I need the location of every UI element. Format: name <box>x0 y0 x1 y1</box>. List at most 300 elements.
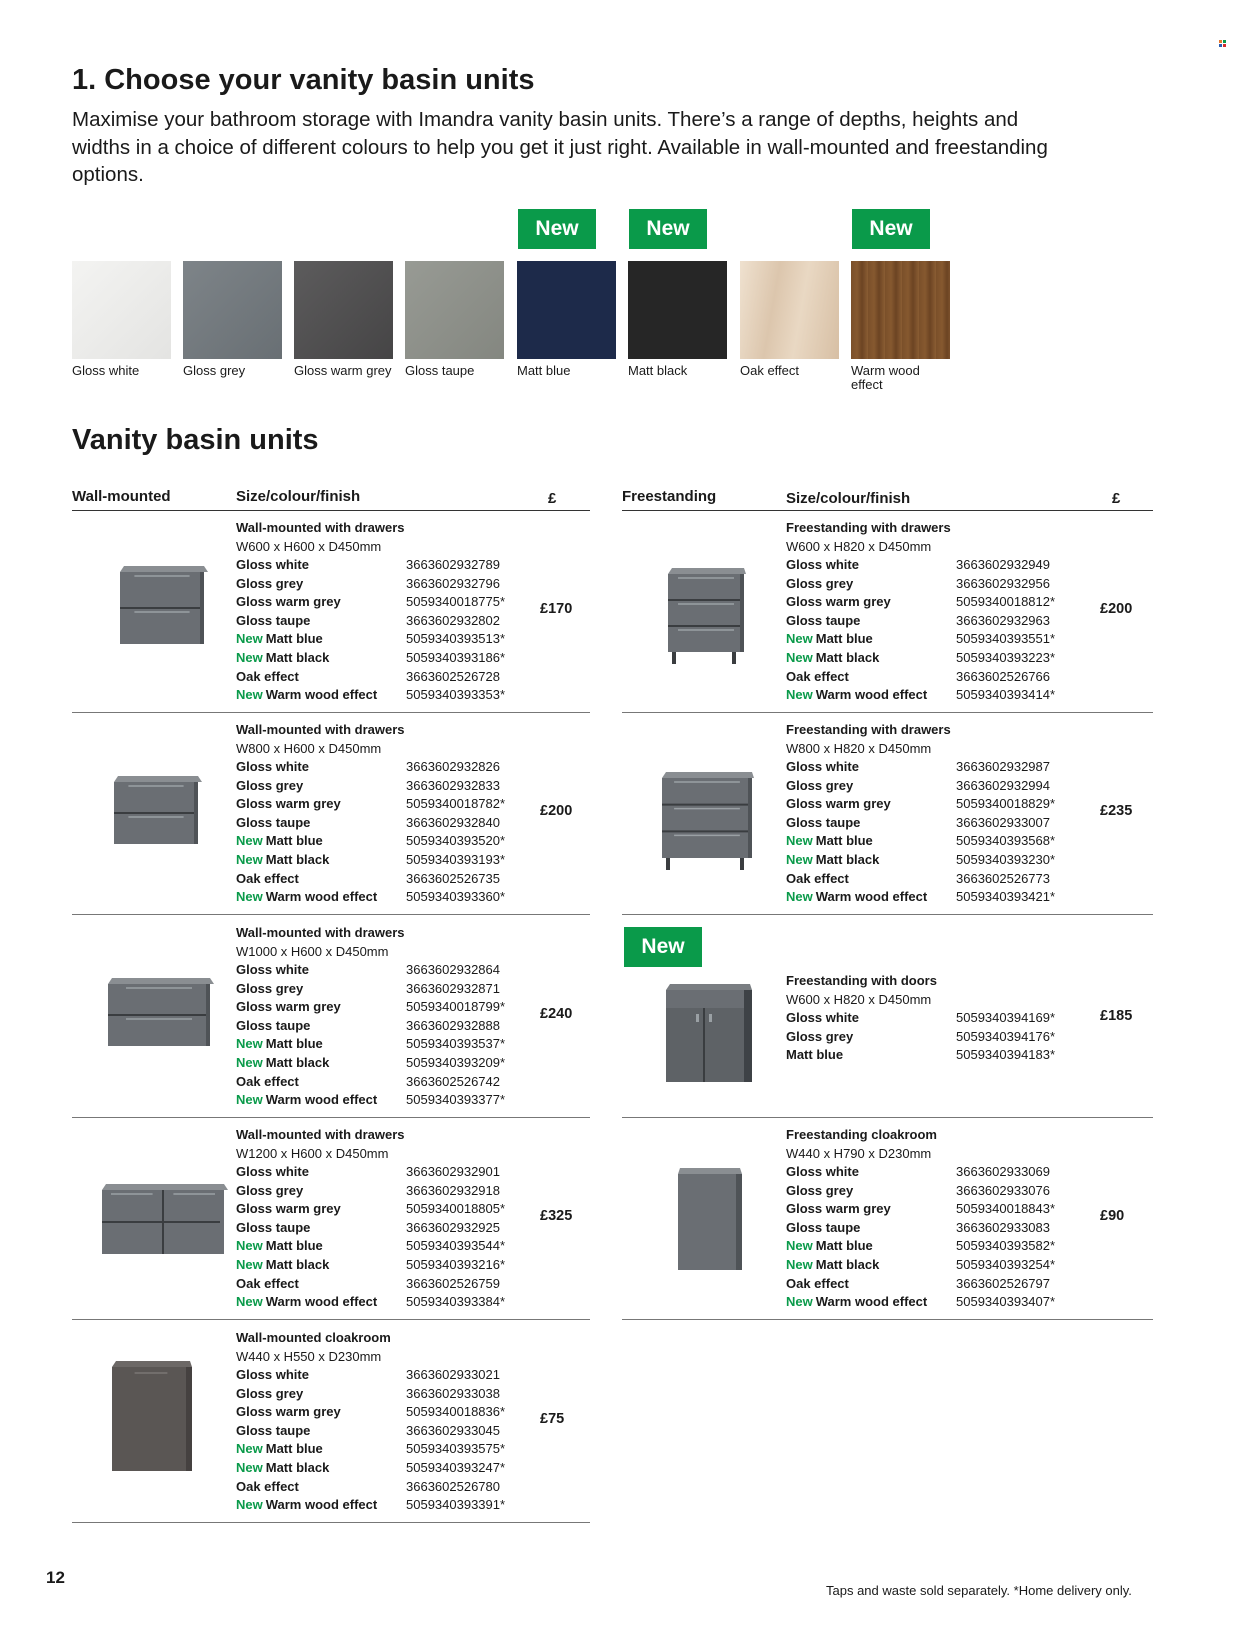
product-code: 5059340393384* <box>406 1294 506 1310</box>
table-row <box>236 1220 556 1238</box>
colour-name: Gloss white <box>236 759 309 774</box>
table-row <box>786 778 1106 796</box>
product-dimensions: W600 x H820 x D450mm <box>786 538 932 554</box>
product-code: 5059340393537* <box>406 1036 506 1052</box>
new-tag: New <box>236 852 263 867</box>
new-badge: New <box>518 209 596 249</box>
colour-name: Gloss white <box>236 1164 309 1179</box>
table-row <box>236 613 556 631</box>
new-tag: New <box>786 1294 813 1310</box>
colour-name: Gloss taupe <box>236 814 311 830</box>
colour-cell <box>786 669 849 684</box>
colour-name: Gloss warm grey <box>236 796 341 812</box>
corner-mark-icon <box>1219 34 1226 41</box>
product-code: 3663602932840 <box>406 814 500 830</box>
colour-cell <box>786 871 849 886</box>
product-title: Wall-mounted with drawers <box>236 722 405 737</box>
product-dimensions: W440 x H550 x D230mm <box>236 1348 382 1364</box>
colour-cell <box>786 1276 849 1291</box>
colour-cell <box>786 759 859 774</box>
free-currency-heading: £ <box>1112 490 1121 507</box>
product-code: 3663602526766 <box>956 668 1050 684</box>
product-code: 3663602932918 <box>406 1182 500 1198</box>
product-code: 3663602932826 <box>406 759 500 774</box>
colour-name: Matt black <box>815 650 880 665</box>
colour-name: Gloss taupe <box>786 612 861 628</box>
colour-name: Matt black <box>815 1257 880 1272</box>
product-code: 5059340393582* <box>956 1238 1056 1254</box>
colour-name: Matt blue <box>815 1238 873 1254</box>
vanity-unit-image <box>660 768 754 875</box>
product-code: 3663602526735 <box>406 870 500 886</box>
colour-cell <box>236 1074 299 1089</box>
new-tag: New <box>236 687 263 703</box>
table-row <box>236 576 556 594</box>
new-tag: New <box>236 1497 263 1513</box>
new-tag: New <box>236 631 263 647</box>
colour-cell <box>786 852 879 867</box>
table-row <box>236 889 556 907</box>
table-row <box>236 796 556 814</box>
product-title: Wall-mounted with drawers <box>236 1127 405 1142</box>
new-tag: New <box>786 833 813 849</box>
new-tag: New <box>786 889 813 905</box>
row-divider <box>72 1319 590 1320</box>
product-code: 3663602932871 <box>406 980 500 996</box>
product-code: 3663602933076 <box>956 1182 1050 1198</box>
colour-cell <box>786 1047 843 1062</box>
product-code: 3663602526728 <box>406 668 500 684</box>
new-tag: New <box>786 1257 813 1272</box>
product-code: 3663602526773 <box>956 870 1050 886</box>
product-code: 5059340393353* <box>406 687 506 703</box>
colour-cell <box>786 1238 873 1253</box>
footnote: Taps and waste sold separately. *Home delivery only. <box>826 1583 1132 1598</box>
colour-name: Gloss taupe <box>786 814 861 830</box>
colour-name: Warm wood effect <box>815 889 928 905</box>
colour-swatch <box>294 261 393 359</box>
new-tag: New <box>236 1092 263 1108</box>
table-row <box>786 1010 1106 1028</box>
row-divider <box>72 914 590 915</box>
product-code: 3663602526742 <box>406 1073 500 1089</box>
swatch-label: Warm wood effect <box>851 363 920 392</box>
colour-cell <box>786 1029 853 1044</box>
product-price: £90 <box>1100 1208 1125 1224</box>
product-code: 5059340393216* <box>406 1257 506 1272</box>
colour-name: Gloss grey <box>786 1182 854 1198</box>
swatch-label: Gloss taupe <box>405 363 475 378</box>
colour-cell <box>236 759 309 774</box>
colour-swatch <box>72 261 171 359</box>
product-code: 5059340393407* <box>956 1294 1056 1310</box>
colour-cell <box>236 778 303 793</box>
table-row <box>236 631 556 649</box>
table-row <box>786 852 1106 870</box>
table-row <box>786 1183 1106 1201</box>
table-row <box>236 1092 556 1110</box>
swatch-label: Matt blue <box>517 363 571 378</box>
table-row <box>786 815 1106 833</box>
colour-name: Gloss taupe <box>236 1422 311 1438</box>
product-code: 3663602932796 <box>406 575 500 591</box>
colour-name: Oak effect <box>236 1478 299 1494</box>
colour-cell <box>236 1164 309 1179</box>
product-price: £75 <box>540 1411 565 1427</box>
product-code: 3663602932833 <box>406 777 500 793</box>
product-code: 5059340018836* <box>406 1404 506 1420</box>
table-row <box>236 815 556 833</box>
swatch-label: Gloss warm grey <box>294 363 392 378</box>
colour-name: Gloss warm grey <box>236 1201 341 1217</box>
colour-name: Gloss white <box>236 1367 309 1382</box>
colour-name: Gloss white <box>236 962 309 977</box>
colour-cell <box>236 871 299 886</box>
product-code: 5059340018782* <box>406 796 506 812</box>
row-divider <box>622 1319 1153 1320</box>
product-dimensions: W600 x H820 x D450mm <box>786 991 932 1007</box>
table-row <box>236 1164 556 1182</box>
colour-cell <box>236 1276 299 1291</box>
product-code: 3663602932956 <box>956 575 1050 591</box>
product-code: 5059340393209* <box>406 1055 506 1070</box>
colour-cell <box>236 1183 303 1198</box>
table-row <box>786 650 1106 668</box>
colour-cell <box>236 1238 323 1253</box>
colour-cell <box>236 1018 310 1033</box>
table-row <box>786 669 1106 687</box>
product-code: 5059340393377* <box>406 1092 506 1108</box>
row-divider <box>622 712 1153 713</box>
product-code: 5059340018775* <box>406 594 506 610</box>
table-row <box>786 1220 1106 1238</box>
colour-name: Matt blue <box>265 1441 323 1457</box>
product-code: 5059340018843* <box>956 1201 1056 1217</box>
product-code: 3663602933069 <box>956 1164 1050 1179</box>
colour-cell <box>236 1479 299 1494</box>
colour-cell <box>786 1257 879 1272</box>
product-code: 5059340393414* <box>956 687 1056 703</box>
colour-name: Gloss warm grey <box>236 1404 341 1420</box>
product-code: 3663602933007 <box>956 814 1050 830</box>
product-code: 3663602526797 <box>956 1275 1050 1291</box>
colour-cell <box>786 1294 927 1309</box>
colour-name: Gloss taupe <box>786 1219 861 1235</box>
row-divider <box>622 914 1153 915</box>
product-price: £325 <box>540 1208 573 1224</box>
product-code: 5059340393421* <box>956 889 1056 905</box>
colour-cell <box>236 1201 341 1216</box>
table-row <box>786 594 1106 612</box>
colour-cell <box>786 613 860 628</box>
colour-name: Gloss warm grey <box>786 594 891 610</box>
product-title: Wall-mounted cloakroom <box>236 1330 391 1345</box>
table-row <box>236 1404 556 1422</box>
table-row <box>236 1055 556 1073</box>
product-code: 5059340393568* <box>956 833 1056 849</box>
colour-cell <box>236 576 303 591</box>
colour-name: Warm wood effect <box>815 1294 928 1310</box>
colour-cell <box>236 889 377 904</box>
colour-name: Oak effect <box>236 870 299 886</box>
colour-name: Gloss white <box>786 1164 859 1179</box>
colour-cell <box>236 631 323 646</box>
table-row <box>236 871 556 889</box>
colour-cell <box>236 594 341 609</box>
product-code: 5059340393391* <box>406 1497 506 1513</box>
table-row <box>236 999 556 1017</box>
row-divider <box>622 1117 1153 1118</box>
product-code: 5059340393551* <box>956 631 1056 647</box>
product-code: 5059340393544* <box>406 1238 506 1254</box>
product-price: £185 <box>1100 1008 1133 1024</box>
product-code: 3663602933038 <box>406 1385 500 1401</box>
vanity-unit-image <box>98 1178 228 1265</box>
colour-cell <box>786 687 927 702</box>
swatch-label: Oak effect <box>740 363 800 378</box>
product-code: 3663602933083 <box>956 1219 1050 1235</box>
colour-name: Gloss taupe <box>236 1219 311 1235</box>
vanity-unit-image <box>676 1164 742 1279</box>
product-code: 5059340393223* <box>956 650 1056 665</box>
new-tag: New <box>236 1441 263 1457</box>
colour-name: Oak effect <box>236 1275 299 1291</box>
wall-column-heading: Wall-mounted <box>72 488 171 505</box>
table-row <box>786 759 1106 777</box>
product-title: Freestanding with drawers <box>786 722 951 737</box>
table-row <box>236 962 556 980</box>
colour-name: Matt blue <box>265 631 323 647</box>
product-dimensions: W1000 x H600 x D450mm <box>236 943 389 959</box>
colour-name: Oak effect <box>236 1073 299 1089</box>
table-row <box>236 557 556 575</box>
product-code: 3663602933045 <box>406 1422 500 1438</box>
table-row <box>786 1164 1106 1182</box>
colour-cell <box>786 1164 859 1179</box>
colour-name: Oak effect <box>786 1275 849 1291</box>
colour-swatch <box>405 261 504 359</box>
table-row <box>786 871 1106 889</box>
free-size-heading: Size/colour/finish <box>786 490 911 507</box>
product-code: 3663602932994 <box>956 777 1050 793</box>
colour-cell <box>236 669 299 684</box>
product-code: 5059340018829* <box>956 796 1056 812</box>
free-column-heading: Freestanding <box>622 488 717 505</box>
product-code: 5059340393254* <box>956 1257 1056 1272</box>
colour-name: Matt black <box>265 1460 330 1475</box>
colour-name: Gloss warm grey <box>786 796 891 812</box>
new-badge: New <box>624 927 702 967</box>
product-code: 3663602526780 <box>406 1478 500 1494</box>
colour-name: Warm wood effect <box>265 889 378 905</box>
colour-cell <box>236 999 341 1014</box>
product-price: £170 <box>540 601 573 617</box>
new-tag: New <box>236 650 263 665</box>
swatch-label: Matt black <box>628 363 688 378</box>
table-row <box>236 594 556 612</box>
table-row <box>236 1479 556 1497</box>
colour-cell <box>786 557 859 572</box>
product-code: 5059340394176* <box>956 1028 1056 1044</box>
product-code: 3663602932864 <box>406 962 500 977</box>
colour-name: Gloss white <box>786 759 859 774</box>
colour-cell <box>786 778 853 793</box>
vanity-unit-image <box>104 972 214 1057</box>
product-code: 3663602932901 <box>406 1164 500 1179</box>
table-row <box>236 650 556 668</box>
table-row <box>236 1367 556 1385</box>
product-dimensions: W800 x H820 x D450mm <box>786 740 932 756</box>
colour-cell <box>236 1055 329 1070</box>
colour-cell <box>786 815 860 830</box>
colour-name: Gloss grey <box>786 1028 854 1044</box>
new-tag: New <box>236 1055 263 1070</box>
product-title: Freestanding with doors <box>786 973 937 988</box>
new-tag: New <box>786 1238 813 1254</box>
colour-cell <box>236 1441 323 1456</box>
colour-cell <box>236 650 329 665</box>
table-row <box>236 1497 556 1515</box>
new-tag: New <box>236 1036 263 1052</box>
product-code: 3663602932789 <box>406 557 500 572</box>
colour-name: Gloss grey <box>236 1385 304 1401</box>
swatch-label: Gloss white <box>72 363 140 378</box>
table-row <box>236 1294 556 1312</box>
colour-name: Gloss grey <box>786 777 854 793</box>
product-title: Wall-mounted with drawers <box>236 520 405 535</box>
product-code: 5059340393193* <box>406 852 506 867</box>
new-tag: New <box>786 650 813 665</box>
colour-name: Oak effect <box>236 668 299 684</box>
colour-name: Matt blue <box>265 833 323 849</box>
colour-cell <box>236 1220 310 1235</box>
new-tag: New <box>786 631 813 647</box>
colour-cell <box>236 1294 377 1309</box>
vanity-unit-image <box>664 980 752 1095</box>
colour-cell <box>236 1460 329 1475</box>
product-code: 5059340393360* <box>406 889 506 905</box>
table-row <box>236 1018 556 1036</box>
colour-name: Matt black <box>815 852 880 867</box>
colour-name: Gloss warm grey <box>236 999 341 1015</box>
colour-cell <box>236 1036 323 1051</box>
product-dimensions: W440 x H790 x D230mm <box>786 1145 932 1161</box>
product-code: 5059340018799* <box>406 999 506 1015</box>
swatch-label: Gloss grey <box>183 363 246 378</box>
colour-name: Warm wood effect <box>265 1092 378 1108</box>
colour-cell <box>236 981 303 996</box>
product-code: 5059340393247* <box>406 1460 506 1475</box>
colour-name: Gloss grey <box>236 1182 304 1198</box>
colour-cell <box>786 796 891 811</box>
product-dimensions: W1200 x H600 x D450mm <box>236 1145 389 1161</box>
page-number: 12 <box>46 1568 65 1587</box>
product-code: 5059340393230* <box>956 852 1056 867</box>
colour-swatch <box>740 261 839 359</box>
colour-name: Warm wood effect <box>265 1294 378 1310</box>
table-row <box>786 889 1106 907</box>
colour-cell <box>786 833 873 848</box>
product-code: 5059340393575* <box>406 1441 506 1457</box>
new-tag: New <box>236 1238 263 1254</box>
colour-name: Gloss taupe <box>236 612 311 628</box>
colour-cell <box>786 594 891 609</box>
table-row <box>786 1201 1106 1219</box>
table-row <box>236 1036 556 1054</box>
colour-name: Gloss grey <box>236 980 304 996</box>
colour-cell <box>236 687 377 702</box>
colour-name: Matt blue <box>265 1238 323 1254</box>
table-row <box>786 796 1106 814</box>
colour-cell <box>236 833 323 848</box>
colour-cell <box>236 1404 341 1419</box>
product-code: 3663602932987 <box>956 759 1050 774</box>
colour-name: Matt black <box>265 1055 330 1070</box>
row-divider <box>72 1522 590 1523</box>
product-code: 3663602932949 <box>956 557 1050 572</box>
colour-cell <box>236 852 329 867</box>
colour-cell <box>786 1220 860 1235</box>
new-tag: New <box>236 1460 263 1475</box>
table-row <box>236 1276 556 1294</box>
vanity-unit-image <box>666 564 746 669</box>
colour-swatch <box>517 261 616 359</box>
colour-cell <box>786 1183 853 1198</box>
product-price: £240 <box>540 1006 573 1022</box>
product-code: 5059340393186* <box>406 650 506 665</box>
new-tag: New <box>236 1257 263 1272</box>
product-dimensions: W800 x H600 x D450mm <box>236 740 382 756</box>
wall-header-rule <box>72 510 590 511</box>
product-title: Freestanding with drawers <box>786 520 951 535</box>
wall-size-heading: Size/colour/finish <box>236 488 361 505</box>
colour-cell <box>236 796 341 811</box>
table-row <box>786 576 1106 594</box>
new-tag: New <box>236 833 263 849</box>
product-code: 5059340394169* <box>956 1010 1056 1025</box>
table-row <box>786 833 1106 851</box>
row-divider <box>72 1117 590 1118</box>
colour-cell <box>236 557 309 572</box>
table-row <box>786 613 1106 631</box>
colour-name: Oak effect <box>786 870 849 886</box>
page-heading: 1. Choose your vanity basin units <box>72 64 535 96</box>
table-row <box>236 852 556 870</box>
colour-cell <box>236 1367 309 1382</box>
colour-name: Gloss warm grey <box>236 594 341 610</box>
table-row <box>236 981 556 999</box>
product-title: Freestanding cloakroom <box>786 1127 937 1142</box>
table-row <box>786 1238 1106 1256</box>
table-row <box>236 1386 556 1404</box>
table-row <box>236 1257 556 1275</box>
new-tag: New <box>786 852 813 867</box>
table-row <box>236 687 556 705</box>
table-row <box>786 1294 1106 1312</box>
table-row <box>236 778 556 796</box>
table-row <box>786 557 1106 575</box>
colour-name: Warm wood effect <box>265 1497 378 1513</box>
table-row <box>236 1460 556 1478</box>
table-row <box>786 1047 1106 1065</box>
colour-cell <box>786 1010 859 1025</box>
table-row <box>236 833 556 851</box>
colour-swatch <box>183 261 282 359</box>
colour-cell <box>786 889 927 904</box>
intro-paragraph: Maximise your bathroom storage with Imandra vanity basin units. There’s a range of depths, heights and widths in a choice of different colours to help you get it just right. Available in wall-mounted and freestanding options. <box>72 108 1048 186</box>
colour-name: Warm wood effect <box>265 687 378 703</box>
product-code: 3663602932963 <box>956 612 1050 628</box>
